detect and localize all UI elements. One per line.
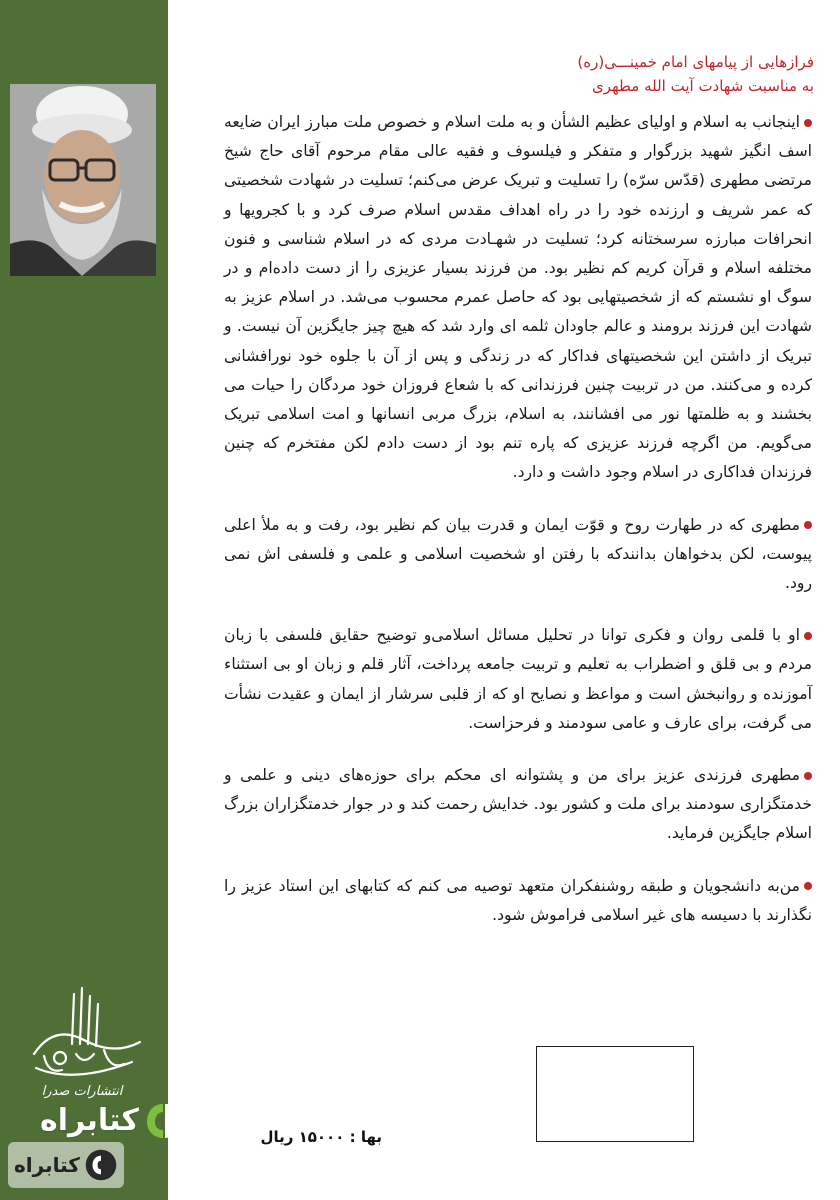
quote-paragraph [224, 511, 812, 599]
portrait-illustration [10, 84, 156, 276]
quote-paragraph [224, 872, 812, 930]
bullet-dot-icon [804, 521, 812, 529]
paragraph-text: مطهری که در طهارت روح و قوّت ایمان و قدرت بیان کم نظیر بود، رفت و به ملأ اعلی پیوست، لکن بدخواهان بدانندکه با رفتن او شخصیت اسلامی و علمی و فلسفی اش نمی رود. [224, 515, 812, 593]
paragraph-text: من‌به دانشجویان و طبقه روشنفکران متعهد توصیه می کنم که کتابهای این استاد عزیز را نگذارند با دسیسه های غیر اسلامی فراموش شود. [224, 876, 812, 924]
ketabrah-watermark-large [40, 1098, 183, 1142]
paragraph-text: او با قلمی روان و فکری توانا در تحلیل مسائل اسلامی‌و توضیح حقایق فلسفی با زبان مردم و بی قلق و اضطراب به تعلیم و تربیت جامعه پرداخت، آثار قلم و زبان او بی استثناء آموزنده و روانبخش است و مواعظ و نصایح او که از قلبی سرشار از ایمان و عقیدت نشأت می گرفت، برای عارف و عامی سودمند و فرحزاست. [224, 626, 812, 732]
quote-paragraph [224, 108, 812, 488]
author-portrait [10, 84, 156, 276]
watermark-text: کتابراه [40, 1102, 139, 1138]
ketabrah-logo-icon [143, 1100, 183, 1140]
watermark-text-small: کتابراه [14, 1153, 80, 1177]
ketabrah-logo-icon [84, 1148, 118, 1182]
bullet-dot-icon [804, 882, 812, 890]
paragraph-text: مطهری فرزندی عزیز برای من و پشتوانه ای محکم برای حوزه‌های دینی و علمی و خدمتگزاری سودمند برای ملت و کشور بود. خدایش رحمت کند و در جوار خدمتگزاران بزرگ اسلام جایگزین فرماید. [224, 766, 812, 843]
price-label: بها : ۱۵۰۰۰ ریال [260, 1128, 382, 1146]
quotes-body [224, 108, 812, 953]
header-title: فرازهایی از پیامهای امام خمینـــی(ره) [577, 53, 814, 71]
publisher-name: انتشارات صدرا [41, 1084, 123, 1099]
left-sidebar [0, 0, 168, 1200]
bullet-dot-icon [804, 772, 812, 780]
ketabrah-watermark-small [8, 1142, 124, 1188]
quote-paragraph [224, 761, 812, 849]
bullet-dot-icon [804, 632, 812, 640]
quote-header [254, 50, 814, 98]
barcode-box [536, 1046, 694, 1142]
bullet-dot-icon [804, 119, 812, 127]
header-subtitle: به مناسبت شهادت آیت الله مطهری [592, 77, 814, 95]
quote-paragraph [224, 621, 812, 738]
paragraph-text: اینجانب به اسلام و اولیای عظیم الشأن و به ملت اسلام و خصوص ملت مبارز ایران ضایعه اسف انگیز شهید بزرگوار و متفکر و فیلسوف و فقیه عالی مقام مرحوم آقای حاج شیخ مرتضی مطهری (قدّس سرّه) را تسلیت و تبریک عرض می‌کنم؛ تسلیت در شهادت شخصیتی که عمر شریف و ارزنده خود را در راه اهداف مقدس اسلام صرف کرد و با کجرویها و انحرافات مبارزه سرسختانه کرد؛ تسلیت در شهـادت مردی که در اسلام شناسی و فنون مختلفه اسلام و قرآن کریم کم نظیر بود. من فرزند بسیار عزیزی را از دست داده‌ام و در سوگ او نشستم که از شخصیتهایی بود که حاصل عمرم محسوب می‌شد. در اسلام عزیز به شهادت این فرزند برومند و عالم جاودان ثلمه ای وارد شد که هیچ چیز جایگزین آن نیست. و تبریک از داشتن این شخصیتهای فداکار که در زندگی و پس از آن با جلوه خود نورافشانی کرده و می‌کنند. من در تربیت چنین فرزندانی که با شعاع فروزان خود مردگان را حیات می بخشند و به ظلمتها نور می افشانند، به اسلام، بزرگ مربی انسانها و امت اسلامی تبریک می‌گویم. من اگرچه فرزند عزیزی که پاره تنم بود از دست دادم لکن مفتخرم که چنین فرزندان فداکاری در اسلام وجود داشت و دارد. [224, 113, 812, 482]
